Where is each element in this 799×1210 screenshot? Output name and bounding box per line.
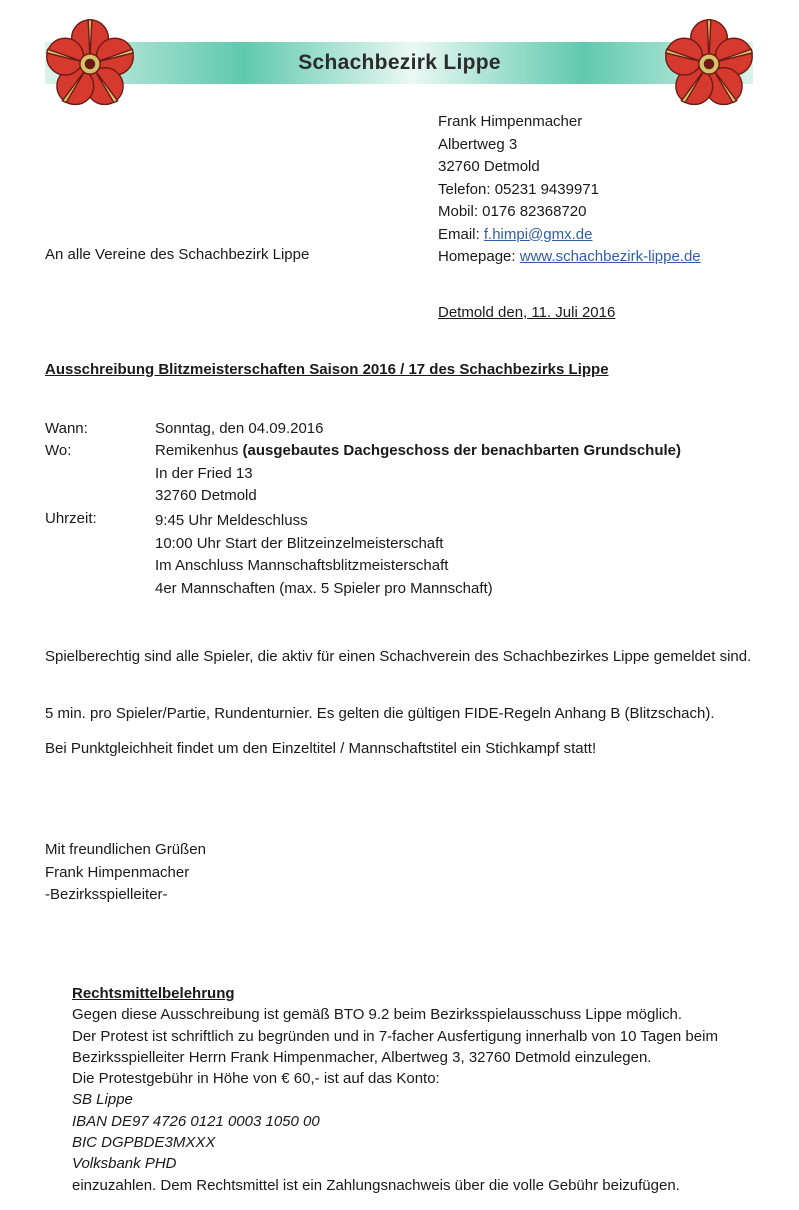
recipient-line: An alle Vereine des Schachbezirk Lippe (45, 246, 310, 263)
wann-value: Sonntag, den 04.09.2016 (155, 420, 324, 437)
lippe-rose-left-icon (44, 18, 136, 110)
legal-line: Der Protest ist schriftlich zu begründen und in 7-facher Ausfertigung innerhalb von 10 Tagen beim (72, 1027, 718, 1045)
wo-street: In der Fried 13 (155, 465, 253, 482)
uhrzeit-line: 4er Mannschaften (max. 5 Spieler pro Mannschaft) (155, 579, 493, 597)
legal-line: Gegen diese Ausschreibung ist gemäß BTO 9.2 beim Bezirksspielausschuss Lippe möglich. (72, 1006, 683, 1024)
bank-bic: BIC DGPBDE3MXXX (72, 1134, 216, 1152)
closing-name: Frank Himpenmacher (45, 863, 190, 881)
page-title: Schachbezirk Lippe (298, 51, 501, 74)
sender-mobile: Mobil: 0176 82368720 (438, 203, 587, 220)
bank-account-name: SB Lippe (72, 1091, 133, 1109)
wo-label: Wo: (45, 442, 72, 459)
sender-street: Albertweg 3 (438, 135, 518, 153)
bank-name: Volksbank PHD (72, 1155, 177, 1173)
sender-address (438, 111, 701, 269)
legal-final-line: einzuzahlen. Dem Rechtsmittel ist ein Zahlungsnachweis über die volle Gebühr beizufügen. (72, 1176, 680, 1194)
wann-label: Wann: (45, 420, 88, 437)
wo-value-note: (ausgebautes Dachgeschoss der benachbarten Grundschule) (242, 442, 681, 459)
closing-greeting: Mit freundlichen Grüßen (45, 841, 206, 858)
wo-city: 32760 Detmold (155, 487, 257, 504)
eligibility-paragraph: Spielberechtig sind alle Spieler, die aktiv für einen Schachverein des Schachbezirkes Lippe gemeldet sind. (45, 648, 752, 665)
email-link[interactable]: f.himpi@gmx.de (483, 225, 593, 243)
homepage-label: Homepage: (438, 248, 516, 265)
wo-value-venue: Remikenhus (155, 442, 239, 459)
uhrzeit-line: Im Anschluss Mannschaftsblitzmeisterschaft (155, 557, 449, 574)
homepage-link[interactable]: www.schachbezirk-lippe.de (519, 248, 701, 265)
sender-homepage-row (438, 246, 701, 269)
uhrzeit-values (155, 510, 493, 600)
sender-city: 32760 Detmold (438, 158, 540, 175)
legal-notice (72, 983, 718, 1196)
sender-phone: Telefon: 05231 9439971 (438, 180, 599, 198)
legal-title: Rechtsmittelbelehrung (72, 985, 235, 1002)
sender-name: Frank Himpenmacher (438, 113, 583, 130)
bank-iban: IBAN DE97 4726 0121 0003 1050 00 (72, 1112, 320, 1130)
legal-line: Bezirksspielleiter Herrn Frank Himpenmacher, Albertweg 3, 32760 Detmold einzulegen. (72, 1048, 652, 1066)
wo-value (155, 442, 681, 459)
rules-paragraph: 5 min. pro Spieler/Partie, Rundenturnier. Es gelten die gültigen FIDE-Regeln Anhang B (Blitzschach). (45, 705, 715, 722)
closing-role: -Bezirksspielleiter- (45, 886, 168, 903)
tiebreak-paragraph: Bei Punktgleichheit findet um den Einzeltitel / Mannschaftstitel ein Stichkampf statt! (45, 740, 597, 757)
uhrzeit-line: 10:00 Uhr Start der Blitzeinzelmeisterschaft (155, 534, 444, 552)
legal-line: Die Protestgebühr in Höhe von € 60,- ist auf das Konto: (72, 1070, 440, 1088)
uhrzeit-line: 9:45 Uhr Meldeschluss (155, 512, 308, 529)
date-line: Detmold den, 11. Juli 2016 (438, 304, 616, 321)
sender-email-row (438, 224, 701, 247)
subject-heading: Ausschreibung Blitzmeisterschaften Saison 2016 / 17 des Schachbezirks Lippe (45, 361, 609, 378)
closing-block (45, 839, 206, 907)
email-label: Email: (438, 225, 480, 243)
uhrzeit-label: Uhrzeit: (45, 510, 97, 527)
lippe-rose-right-icon (663, 18, 755, 110)
